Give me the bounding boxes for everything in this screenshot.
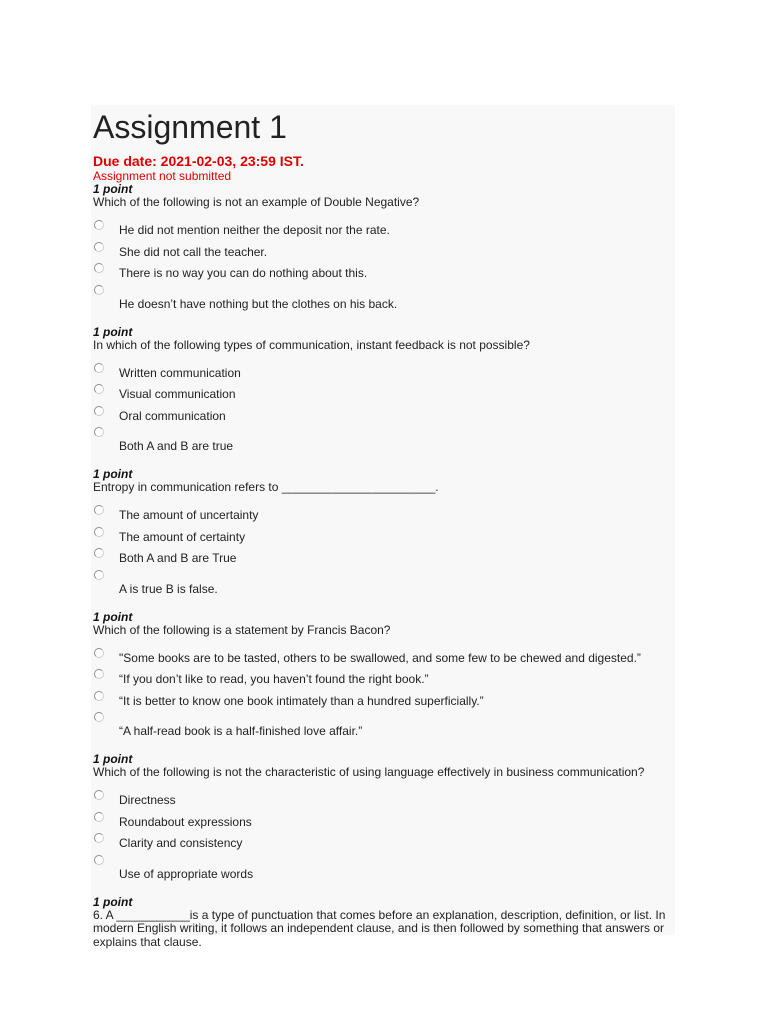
option-label: The amount of uncertainty xyxy=(119,508,259,522)
answer-option[interactable] xyxy=(93,282,673,313)
answer-option[interactable] xyxy=(93,360,673,382)
option-label: “It is better to know one book intimately than a hundred superficially.” xyxy=(119,693,484,708)
radio-button-icon[interactable] xyxy=(94,427,104,437)
answer-option[interactable] xyxy=(93,524,673,546)
radio-button-icon[interactable] xyxy=(94,384,104,394)
question-5 xyxy=(93,753,673,883)
answer-option[interactable] xyxy=(93,217,673,239)
question-1 xyxy=(93,183,673,313)
question-points: 1 point xyxy=(93,324,133,339)
answer-option[interactable] xyxy=(93,688,673,710)
radio-button-icon[interactable] xyxy=(94,220,104,230)
radio-button-icon[interactable] xyxy=(94,548,104,558)
radio-button-icon[interactable] xyxy=(94,812,104,822)
question-6 xyxy=(93,896,673,950)
question-points: 1 point xyxy=(93,467,133,481)
question-3 xyxy=(93,468,673,598)
option-label: Visual communication xyxy=(119,387,236,401)
question-text: Which of the following is not an example of Double Negative? xyxy=(93,195,420,209)
radio-button-icon[interactable] xyxy=(94,363,104,373)
radio-button-icon[interactable] xyxy=(94,790,104,800)
option-label: He doesn’t have nothing but the clothes on his back. xyxy=(119,296,398,311)
question-text: 6. A ___________is a type of punctuation that comes before an explanation, description, definition, or list. In modern English writing, it follows an independent clause, and is then followed by something that answers or explains that clause. xyxy=(93,907,666,949)
answer-option[interactable] xyxy=(93,403,673,425)
answer-option[interactable] xyxy=(93,666,673,688)
answer-option[interactable] xyxy=(93,424,673,455)
answer-option[interactable] xyxy=(93,545,673,567)
answer-option[interactable] xyxy=(93,502,673,524)
question-text: Which of the following is a statement by Francis Bacon? xyxy=(93,622,391,637)
radio-button-icon[interactable] xyxy=(94,242,104,252)
option-label: “A half-read book is a half-finished love affair.” xyxy=(119,724,363,738)
answer-option[interactable] xyxy=(93,852,673,883)
question-text: Which of the following is not the characteristic of using language effectively in business communication? xyxy=(93,765,645,779)
question-4 xyxy=(93,611,673,741)
question-text: Entropy in communication refers to _______________________. xyxy=(93,480,439,494)
answer-option[interactable] xyxy=(93,260,673,282)
radio-button-icon[interactable] xyxy=(94,833,104,843)
assignment-title: Assignment 1 xyxy=(93,109,287,145)
radio-button-icon[interactable] xyxy=(94,669,104,679)
answer-option[interactable] xyxy=(93,645,673,667)
answer-option[interactable] xyxy=(93,809,673,831)
radio-button-icon[interactable] xyxy=(94,648,104,658)
radio-button-icon[interactable] xyxy=(94,263,104,273)
option-label: There is no way you can do nothing about this. xyxy=(119,266,368,280)
radio-button-icon[interactable] xyxy=(94,527,104,537)
option-label: “If you don’t like to read, you haven’t found the right book.” xyxy=(119,672,429,686)
answer-option[interactable] xyxy=(93,830,673,852)
option-label: Use of appropriate words xyxy=(119,866,254,881)
radio-button-icon[interactable] xyxy=(94,505,104,515)
option-label: Oral communication xyxy=(119,408,226,423)
assignment-sheet xyxy=(91,105,675,949)
radio-button-icon[interactable] xyxy=(94,712,104,722)
option-label: She did not call the teacher. xyxy=(119,244,268,259)
answer-option[interactable] xyxy=(93,381,673,403)
answer-option[interactable] xyxy=(93,709,673,740)
option-label: Written communication xyxy=(119,365,241,380)
option-label: Clarity and consistency xyxy=(119,836,243,850)
question-points: 1 point xyxy=(93,894,133,909)
option-label: Directness xyxy=(119,793,176,807)
radio-button-icon[interactable] xyxy=(94,570,104,580)
option-label: He did not mention neither the deposit nor the rate. xyxy=(119,223,390,237)
answer-option[interactable] xyxy=(93,239,673,261)
answer-option[interactable] xyxy=(93,567,673,598)
radio-button-icon[interactable] xyxy=(94,855,104,865)
option-label: Both A and B are True xyxy=(119,551,237,565)
radio-button-icon[interactable] xyxy=(94,691,104,701)
due-date: Due date: 2021-02-03, 23:59 IST. xyxy=(93,153,304,169)
question-points: 1 point xyxy=(93,752,133,766)
question-text: In which of the following types of communication, instant feedback is not possible? xyxy=(93,337,530,352)
question-points: 1 point xyxy=(93,182,133,196)
question-2 xyxy=(93,326,673,456)
question-points: 1 point xyxy=(93,609,133,624)
radio-button-icon[interactable] xyxy=(94,406,104,416)
option-label: Roundabout expressions xyxy=(119,814,252,829)
answer-option[interactable] xyxy=(93,787,673,809)
option-label: "Some books are to be tasted, others to be swallowed, and some few to be chewed and digested.” xyxy=(119,650,641,665)
submission-status: Assignment not submitted xyxy=(93,169,232,183)
option-label: Both A and B are true xyxy=(119,439,234,453)
radio-button-icon[interactable] xyxy=(94,285,104,295)
option-label: The amount of certainty xyxy=(119,529,246,544)
option-label: A is true B is false. xyxy=(119,581,218,596)
